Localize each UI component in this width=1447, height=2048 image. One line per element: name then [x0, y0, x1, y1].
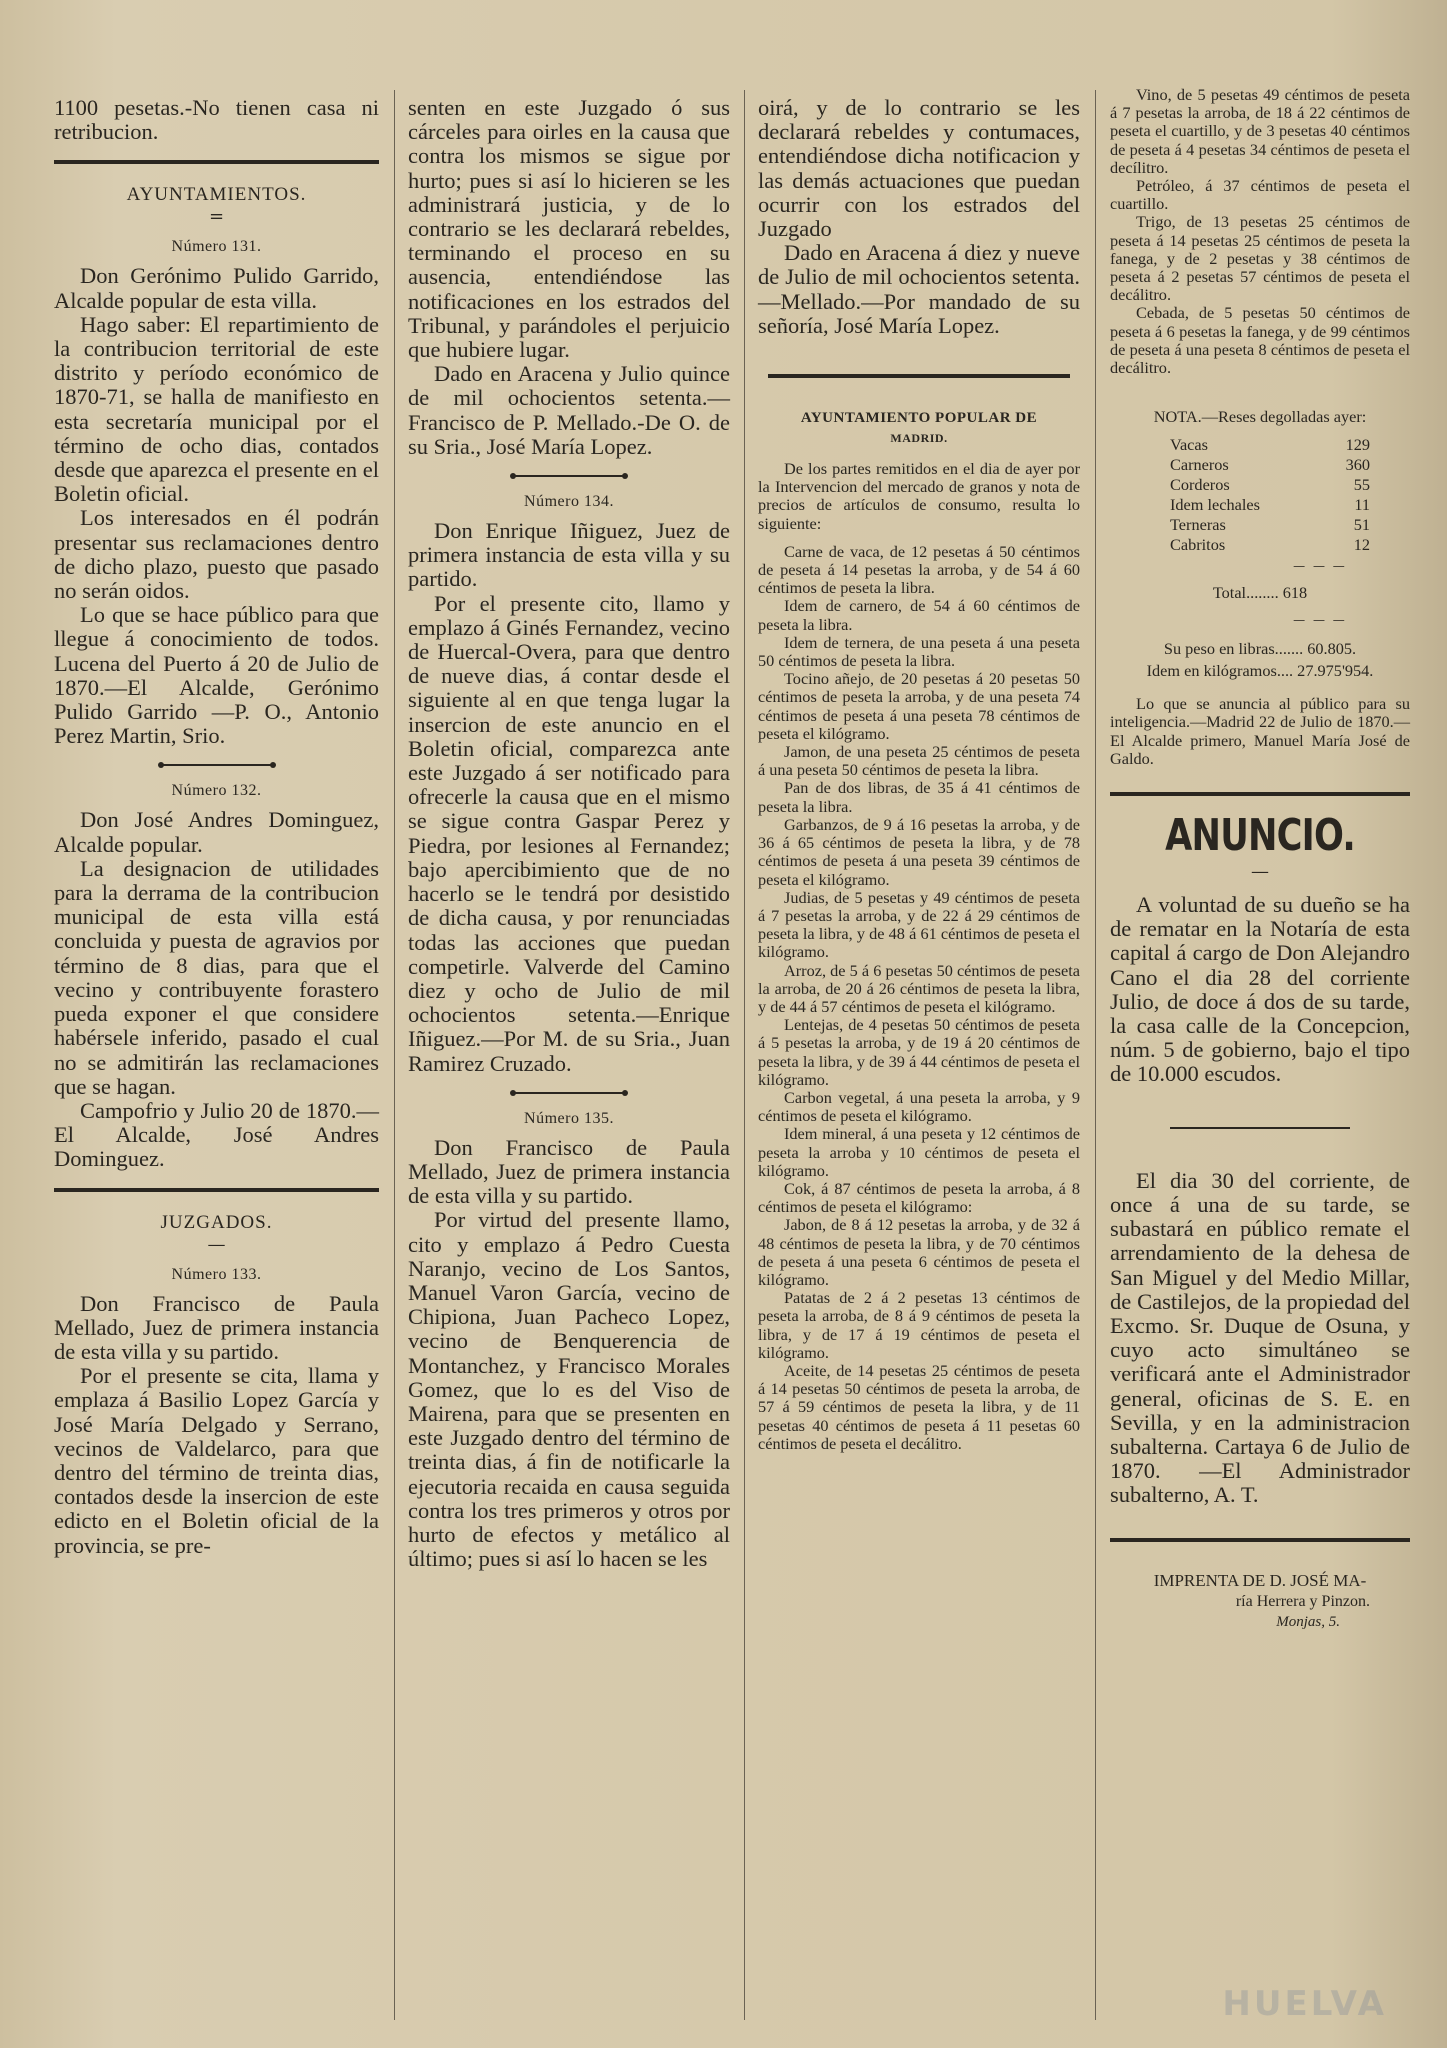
paragraph: Don José Andres Dominguez, Alcalde popular. — [54, 807, 379, 857]
column-4 — [1110, 86, 1410, 1632]
price-item: Pan de dos libras, de 35 á 41 céntimos de peseta la libra. — [758, 778, 1080, 816]
paragraph: Los interesados en él podrán presentar sus reclamaciones dentro de dicho plazo, puesto que pasado no serán oidos. — [54, 505, 379, 604]
price-item: Carne de vaca, de 12 pesetas á 50 céntimos de peseta á 14 pesetas la arroba, y de 54 á 60 céntimos de peseta la libra. — [758, 541, 1080, 598]
row-label: Cabritos — [1170, 535, 1226, 555]
section-rule — [54, 1188, 379, 1192]
paragraph: Don Gerónimo Pulido Garrido, Alcalde popular de esta villa. — [54, 263, 379, 313]
paragraph: Por el presente se cita, llama y emplaza á Basilio Lopez García y José María Delgado y Serrano, vecinos de Valdelarco, para que dentro del término de treinta dias, contados desde la insercion de este edicto en el Boletin oficial de la provincia, se pre- — [54, 1363, 379, 1558]
row-label: Carneros — [1170, 455, 1229, 475]
nota-heading: NOTA.—Reses degolladas ayer: — [1153, 407, 1367, 427]
price-item: Patatas de 2 á 2 pesetas 13 céntimos de peseta la arroba, de 8 á 9 céntimos de peseta la libra, y de 17 á 19 céntimos de peseta el kilógramo. — [758, 1288, 1080, 1362]
price-item: Cok, á 87 céntimos de peseta la arroba, á 8 céntimos de peseta el kilógramo: — [758, 1178, 1080, 1217]
price-item: Petróleo, á 37 céntimos de peseta el cuartillo. — [1110, 176, 1410, 214]
paragraph: Lo que se anuncia al público para su inteligencia.—Madrid 22 de Julio de 1870.—El Alcalde primero, Manuel María José de Galdo. — [1110, 694, 1410, 768]
price-item: Aceite, de 14 pesetas 25 céntimos de peseta á 14 pesetas 50 céntimos de peseta la arroba, de 57 á 59 céntimos de peseta la libra, y de 11 pesetas 40 céntimos de peseta á 11 pesetas 60 céntimos de peseta el decálitro. — [758, 1360, 1080, 1453]
column-1 — [54, 96, 379, 1558]
paragraph: 1100 pesetas.-No tienen casa ni retribucion. — [54, 95, 379, 145]
weight-libras: Su peso en libras....... 60.805. — [1163, 639, 1357, 659]
section-rule — [1110, 1538, 1410, 1542]
section-heading: AYUNTAMIENTOS. — [126, 184, 307, 206]
total-label: Total — [1212, 583, 1247, 603]
paragraph: El dia 30 del corriente, de once á una de su tarde, se subastará en público remate el arrendamiento de la dehesa de San Miguel y del Medio Millar, de Castilejos, de la propiedad del Excmo. Sr. Duque de Osuna, y cuyo acto simultáneo se verificará ante el Administrador general, oficinas de S. E. en Sevilla, y en la administracion subalterna. Cartaya 6 de Julio de 1870. —El Administrador subalterno, A. T. — [1110, 1167, 1410, 1508]
price-item: Carbon vegetal, á una peseta la arroba, y 9 céntimos de peseta el kilógramo. — [758, 1087, 1080, 1126]
row-label: Vacas — [1170, 435, 1208, 455]
price-item: Jabon, de 8 á 12 pesetas la arroba, y de 32 á 48 céntimos de peseta la libra, y de 70 céntimos de peseta á una peseta 6 céntimos de peseta el kilógramo. — [758, 1215, 1080, 1289]
notice-number: Número 134. — [524, 493, 614, 511]
imprenta-line-3: Monjas, 5. — [1276, 1613, 1340, 1630]
paragraph: A voluntad de su dueño se ha de rematar en la Notaría de esta capital á cargo de Don Alejandro Cano el dia 28 del corriente Julio, de doce á dos de su tarde, la casa calle de la Concepcion, núm. 5 de gobierno, bajo el tipo de 10.000 escudos. — [1110, 892, 1410, 1087]
ornament-divider — [514, 1092, 624, 1094]
anuncio-heading: ANUNCIO. — [1165, 810, 1355, 862]
section-subheading: MADRID. — [890, 431, 948, 446]
divider: = — [208, 206, 225, 228]
row-value: 51 — [1353, 515, 1370, 535]
column-rule — [394, 90, 395, 2020]
price-item: Vino, de 5 pesetas 49 céntimos de peseta á 7 pesetas la arroba, de 18 á 22 céntimos de peseta el cuartillo, y de 3 pesetas 40 céntimos de peseta á 4 pesetas 34 céntimos de peseta el decílitro. — [1110, 85, 1410, 177]
reses-table — [1170, 435, 1370, 555]
paragraph: Campofrio y Julio 20 de 1870.—El Alcalde, José Andres Dominguez. — [54, 1097, 379, 1172]
table-row — [1170, 535, 1370, 555]
table-row — [1170, 495, 1370, 515]
row-label: Terneras — [1170, 515, 1226, 535]
total-value: 618 — [1282, 583, 1308, 603]
divider: — — — — [1293, 613, 1347, 628]
column-2 — [408, 96, 730, 1571]
paragraph: Don Enrique Iñiguez, Juez de primera instancia de esta villa y su partido. — [408, 518, 730, 592]
price-item: Tocino añejo, de 20 pesetas á 20 pesetas 50 céntimos de peseta la arroba, y de una peseta 74 céntimos de peseta á una peseta 78 céntimos de peseta el kilógramo. — [758, 669, 1080, 743]
section-rule — [768, 374, 1070, 378]
price-item: Cebada, de 5 pesetas 50 céntimos de peseta á 6 pesetas la fanega, y de 99 céntimos de peseta á una peseta 8 céntimos de peseta el decálitro. — [1110, 303, 1410, 378]
row-label: Idem lechales — [1170, 495, 1260, 515]
section-heading: AYUNTAMIENTO POPULAR DE — [800, 410, 1038, 427]
row-value: 12 — [1353, 535, 1370, 555]
paragraph: Don Francisco de Paula Mellado, Juez de primera instancia de esta villa y su partido. — [408, 1134, 730, 1209]
price-item: Garbanzos, de 9 á 16 pesetas la arroba, y de 36 á 65 céntimos de peseta la libra, y de 78 céntimos de peseta á una peseta 39 céntimos de peseta el kilógramo. — [758, 814, 1080, 889]
row-value: 360 — [1345, 455, 1370, 475]
section-heading: JUZGADOS. — [160, 1211, 273, 1233]
section-rule — [1110, 792, 1410, 796]
price-item: Idem mineral, á una peseta y 12 céntimos de peseta la arroba y 10 céntimos de peseta el kilógramo. — [758, 1124, 1080, 1180]
divider: — — — — [1293, 559, 1347, 574]
price-item: Idem de carnero, de 54 á 60 céntimos de peseta la libra. — [758, 596, 1080, 634]
imprenta-line-2: ría Herrera y Pinzon. — [1235, 1592, 1370, 1610]
paragraph: Hago saber: El repartimiento de la contribucion territorial de este distrito y período económico de 1870-71, se halla de manifiesto en esta secretaría municipal por el término de ocho dias, contados desde que aparezca el presente en el Boletin oficial. — [54, 311, 379, 507]
price-item: Judias, de 5 pesetas y 49 céntimos de peseta á 7 pesetas la arroba, y de 22 á 29 céntimos de peseta la libra, y de 48 á 61 céntimos de peseta el kilógramo. — [758, 887, 1080, 962]
paragraph: Dado en Aracena y Julio quince de mil ochocientos setenta.—Francisco de P. Mellado.-De O. de su Sria., José María Lopez. — [408, 361, 730, 459]
notice-number: Número 133. — [171, 1265, 262, 1283]
paragraph: senten en este Juzgado ó sus cárceles para oirles en la causa que contra los mismos se sigue por hurto; pues si así lo hicieren se les administrará justicia, y de lo contrario se les declarará rebeldes, terminando el proceso en su ausencia, entendiéndose las notificaciones en los estrados del Tribunal, y parándoles el perjuicio que hubiere lugar. — [408, 95, 730, 363]
section-rule — [54, 160, 379, 164]
price-item: De los partes remitidos en el dia de ayer por la Intervencion del mercado de granos y nota de precios de artículos de consumo, resulta lo siguiente: — [758, 459, 1080, 533]
ornament-divider — [514, 475, 624, 477]
paragraph: Lo que se hace público para que llegue á conocimiento de todos. Lucena del Puerto á 20 de Julio de 1870.—El Alcalde, Gerónimo Pulido Garrido —P. O., Antonio Perez Martin, Srio. — [54, 602, 379, 749]
table-row — [1170, 455, 1370, 475]
column-rule — [744, 90, 745, 2020]
table-row — [1170, 475, 1370, 495]
ornament-divider — [162, 764, 272, 766]
paragraph: La designacion de utilidades para la derrama de la contribucion municipal de esta villa está concluida y puesta de agravios por término de 8 dias, para que el vecino y contribuyente forastero pueda exponer el que considere habérsele inferido, pasado el cual no se admitirán las reclamaciones que se hagan. — [54, 855, 379, 1099]
paragraph: Por el presente cito, llamo y emplazo á Ginés Fernandez, vecino de Huercal-Overa, para que dentro de nueve dias, á contar desde el siguiente al en que tenga lugar la insercion de este anuncio en el Boletin oficial, comparezca ante este Juzgado á ser notificado para ofrecerle la causa que en el mismo se sigue contra Gaspar Perez y Piedra, por lesiones al Fernandez; bajo apercibimiento que de no hacerlo se le tendrá por desistido de dicha causa, y por renunciadas todas las acciones que puedan competirle. Valverde del Camino diez y ocho de Julio de mil ochocientos setenta.—Enrique Iñiguez.—Por M. de su Sria., Juan Ramirez Cruzado. — [408, 590, 730, 1076]
total-row: Total........ 618 — [1212, 583, 1308, 603]
row-label: Corderos — [1170, 475, 1230, 495]
watermark: HUELVA — [1222, 1984, 1387, 2024]
row-value: 55 — [1353, 475, 1370, 495]
notice-number: Número 131. — [171, 238, 262, 256]
paragraph: Dado en Aracena á diez y nueve de Julio de mil ochocientos setenta.—Mellado.—Por mandado de su señoría, José María Lopez. — [758, 240, 1080, 338]
notice-number: Número 135. — [524, 1109, 614, 1127]
notice-number: Número 132. — [171, 782, 262, 800]
column-rule — [1095, 90, 1096, 2020]
table-row — [1170, 435, 1370, 455]
paragraph: Por virtud del presente llamo, cito y emplazo á Pedro Cuesta Naranjo, vecino de Los Santos, Manuel Varon García, vecino de Chipiona, Juan Pacheco Lopez, vecino de Benquerencia de Montanchez, y Francisco Morales Gomez, que lo es del Viso de Mairena, para que se presenten en este Juzgado dentro del término de treinta dias, á fin de notificarle la ejecutoria recaida en causa seguida contra los tres primeros y otros por hurto de efectos y metálico al último; pues si así lo hacen se les — [408, 1207, 730, 1572]
table-row — [1170, 515, 1370, 535]
paragraph: Don Francisco de Paula Mellado, Juez de primera instancia de esta villa y su partido. — [54, 1290, 379, 1364]
divider: — — [1251, 861, 1269, 883]
weight-kilos: Idem en kilógramos.... 27.975'954. — [1146, 661, 1374, 681]
column-3 — [758, 96, 1080, 1453]
price-item: Jamon, de una peseta 25 céntimos de peseta á una peseta 50 céntimos de peseta la libra. — [758, 742, 1080, 780]
price-item: Arroz, de 5 á 6 pesetas 50 céntimos de peseta la arroba, de 20 á 26 céntimos de peseta la libra, y de 44 á 57 céntimos de peseta el kilógramo. — [758, 960, 1080, 1016]
row-value: 129 — [1345, 435, 1370, 455]
divider: — — [207, 1233, 226, 1255]
row-value: 11 — [1354, 495, 1370, 515]
section-rule — [1170, 1127, 1350, 1129]
price-item: Lentejas, de 4 pesetas 50 céntimos de peseta á 5 pesetas la arroba, y de 19 á 20 céntimos de peseta la libra, y de 39 á 44 céntimos de peseta el kilógramo. — [758, 1015, 1080, 1089]
price-item: Idem de ternera, de una peseta á una peseta 50 céntimos de peseta la libra. — [758, 632, 1080, 671]
price-item: Trigo, de 13 pesetas 25 céntimos de peseta á 14 pesetas 25 céntimos de peseta la fanega, y de 2 pesetas y 38 céntimos de peseta á 2 pesetas 57 céntimos de peseta el decálitro. — [1110, 212, 1410, 305]
paragraph: oirá, y de lo contrario se les declarará rebeldes y contumaces, entendiéndose dicha notificacion y las demás actuaciones que puedan ocurrir con los estrados del Juzgado — [758, 95, 1080, 242]
imprenta-line-1: IMPRENTA DE D. JOSÉ MA- — [1153, 1570, 1367, 1590]
